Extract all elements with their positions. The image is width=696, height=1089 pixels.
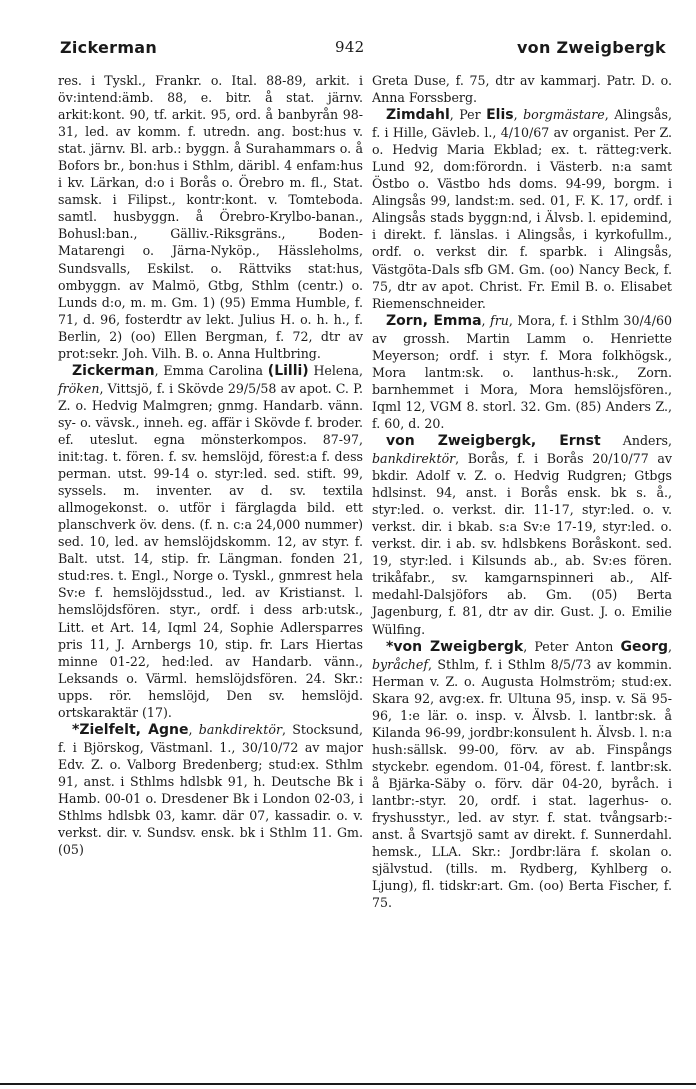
entry-name: *Zielfelt, Agne	[72, 721, 189, 738]
entry-occupation: fröken	[58, 380, 100, 396]
entry-name-rest: ,	[188, 721, 199, 737]
entry-call-name: Elis	[486, 107, 514, 124]
entry-text: , Alingsås, f. i Hille, Gävleb. l., 4/10/67 av organist. Per Z. o. Hedvig Maria Ekblad; ex. t. rätteg:verk. Lund 92, dom:förordn. i Västerb. n:a samt Östbo o. Västbo hds doms. 94-99, borgm. i Alingsås 99, landst:m. sed. 01, F. K. 17, ordf. i Alingsås stads byggn:nd, i Älvsb. l. epidemind, i direkt. f. länslas. i Alingsås, i kyrkofullm., ordf. o. verkst dir. f. sparbk. i Alingsås, Västgöta-Dals sfb GM. Gm. (oo) Nancy Beck, f. 75, dtr av apot. Christ. Fr. Emil B. o. Elisabet Riemenschneider.	[372, 107, 672, 311]
entry-name: Zorn, Emma	[386, 312, 482, 329]
entry-name: Zimdahl	[386, 107, 450, 124]
entry-occupation: bankdirektör	[198, 721, 282, 737]
entry-text: , Stocksund, f. i Björskog, Västmanl. 1., 30/10/72 av major Edv. Z. o. Valborg Bredenberg; stud:ex. Sthlm 91, anst. i Sthlms hdlsbk 91, h. Deutsche Bk i Hamb. 00-01 o. Dresdener Bk i London 02-03, i Sthlms hdlsbk 03, kamr. där 07, kassadir. o. v. verkst. dir. v. Sundsv. ensk. bk i Sthlm 11. Gm. (05)	[58, 721, 363, 858]
entry-name-rest: Anders,	[600, 432, 672, 448]
page-bottom-rule	[0, 1083, 696, 1085]
entry-occupation: borgmästare	[523, 107, 605, 123]
page-number: 942	[335, 38, 365, 56]
entry-occupation: bankdirektör	[372, 451, 456, 467]
entry-name: Zickerman	[72, 362, 155, 379]
entry-name-tail: ,	[513, 107, 524, 123]
entry-zorn	[372, 312, 672, 432]
entry-von-zweigbergk-ernst	[372, 432, 672, 638]
entry-name-rest: , Peter Anton	[523, 638, 621, 654]
entry-call-name: Georg	[620, 638, 668, 655]
entry-zimdahl	[372, 106, 672, 312]
entry-name-rest: ,	[481, 312, 491, 328]
entry-occupation: fru	[490, 312, 509, 328]
entry-name-tail: Helena,	[308, 362, 363, 378]
entry-text: , Mora, f. i Sthlm 30/4/60 av grossh. Martin Lamm o. Henriette Meyerson; ordf. i styr. f. Mora folkhögsk., Mora lantm:sk. o. lanthus-h:sk., Zorn. barnhemmet i Mora, Mora hemslöjsfören., Iqml 12, VGM 8. storl. 32. Gm. (85) Anders Z., f. 60, d. 20.	[372, 312, 672, 431]
running-head-left: Zickerman	[60, 38, 158, 57]
entry-call-name: (Lilli)	[267, 362, 309, 379]
entry-zickerman-lilli	[58, 362, 363, 721]
entry-name: von Zweigbergk, Ernst	[386, 432, 601, 449]
entry-text: , Sthlm, f. i Sthlm 8/5/73 av kommin. Herman v. Z. o. Augusta Holmström; stud:ex. Skara 92, avg:ex. fr. Ultuna 95, insp. v. Sä 95-96, 1:e lär. o. insp. v. Älvsb. l. lantbr:sk. å Kilanda 96-99, jordbr:konsulent h. Älvsb. l. n:a hush:sällsk. 99-00, förv. av ab. Finspångs styckebr. egendom. 01-04, förest. f. lantbr:sk. å Bjärka-Säby o. förv. där 04-20, byråch. i lantbr:-styr. 20, ordf. i stat. lagerhus- o. fryshusstyr., led. av styr. f. stat. tvångsarb:-anst. å Svartsjö samt av direkt. f. Sunnerdahl. hemsk., LLA. Skr.: Jordbr:lära f. skolan o. självstud. (tills. m. Rydberg, Kyhlberg o. Ljung), fl. tidskr:art. Gm. (oo) Berta Fischer, f. 75.	[372, 656, 672, 911]
entry-zielfelt	[58, 721, 363, 858]
entry-continuation	[58, 72, 363, 362]
right-column	[372, 72, 672, 911]
left-column	[58, 72, 363, 858]
entry-von-zweigbergk-georg	[372, 638, 672, 912]
entry-text: Greta Duse, f. 75, dtr av kammarj. Patr. D. o. Anna Forssberg.	[372, 73, 672, 106]
entry-occupation: byråchef	[372, 656, 428, 672]
entry-name: *von Zweigbergk	[386, 638, 524, 655]
running-head-right: von Zweigbergk	[516, 38, 666, 57]
entry-text: res. i Tyskl., Frankr. o. Ital. 88-89, arkit. i öv:intend:ämb. 88, e. bitr. å stat. järnv. arkit:kont. 90, tf. arkit. 95, ord. å banbyrån 98-31, led. av komm. f. utredn. ang. bost:hus v. stat. järnv. Bl. arb.: byggn. å Surahammars o. å Bofors br., bon:hus i Sthlm, däribl. 4 enfam:hus i kv. Lärkan, d:o i Borås o. Örebro m. fl., Stat. samsk. i Filipst., kontr:kont. v. Tomteboda. samtl. husbyggn. å Örebro-Krylbo-banan., Bohusl:ban., Gälliv.-Riksgräns., Boden-Matarengi o. Järna-Nyköp., Hässleholms, Sundsvalls, Eskilst. o. Rättviks stat:hus, ombyggn. av Malmö, Gtbg, Sthlm (centr.) o. Lunds d:o, m. m. Gm. 1) (95) Emma Humble, f. 71, d. 96, fosterdtr av lekt. Julius H. o. h. h., f. Berlin, 2) (oo) Ellen Bergman, f. 72, dtr av prot:sekr. Joh. Vilh. B. o. Anna Hultbring.	[58, 73, 363, 361]
entry-name-rest: , Emma Carolina	[154, 362, 268, 378]
entry-text: , Vittsjö, f. i Skövde 29/5/58 av apot. C. P. Z. o. Hedvig Malmgren; gnmg. Handarb. vänn. sy- o. vävsk., inneh. eg. affär i Skövde f. broder. ef. uteslut. egna mönsterkompos. 87-97, init:tag. t. fören. f. sv. hemslöjd, förest:a f. dess perman. utst. 99-14 o. styr:led. sed. stift. 99, syssels. m. inventer. av d. sv. textila allmogekonst. o. utför i färglagda bild. ett planschverk öv. dens. (f. n. c:a 24,000 nummer) sed. 10, led. av hemslöjdskomm. 12, av styr. f. Balt. utst. 14, stip. fr. Längman. fonden 21, stud:res. t. Engl., Norge o. Tyskl., gnmrest hela Sv:e f. hemslöjdsstud., led. av Kristianst. l. hemslöjdsfören. styr., ordf. i dess arb:utsk., Litt. et Art. 14, Iqml 24, Sophie Adlersparres pris 11, J. Arnbergs 10, stip. fr. Lars Hiertas minne 01-22, hed:led. av Handarb. vänn., Leksands o. Värml. hemslöjdsfören. 24. Skr.: upps. rör. hemslöjd, Den sv. hemslöjd. ortskaraktär (17).	[58, 380, 363, 720]
entry-name-rest: , Per	[449, 107, 487, 123]
entry-name-tail: ,	[668, 638, 673, 654]
entry-continuation	[372, 72, 672, 106]
entry-text: , Borås, f. i Borås 20/10/77 av bkdir. Adolf v. Z. o. Hedvig Rudgren; Gtbgs hdlsinst. 94, anst. i Borås ensk. bk s. å., styr:led. o. verkst. dir. 11-17, styr:led. o. v. verkst. dir. i bkab. s:a Sv:e 17-19, styr:led. o. verkst. dir. i ab. sv. hdlsbkens Boråskont. sed. 19, styr:led. i Kilsunds ab., ab. Sv:es fören. trikåfabr., sv. kamgarnspinneri ab., Alf-medahl-Dalsjöfors ab. Gm. (05) Berta Jagenburg, f. 81, dtr av dir. Gust. J. o. Emilie Wülfing.	[372, 451, 672, 637]
